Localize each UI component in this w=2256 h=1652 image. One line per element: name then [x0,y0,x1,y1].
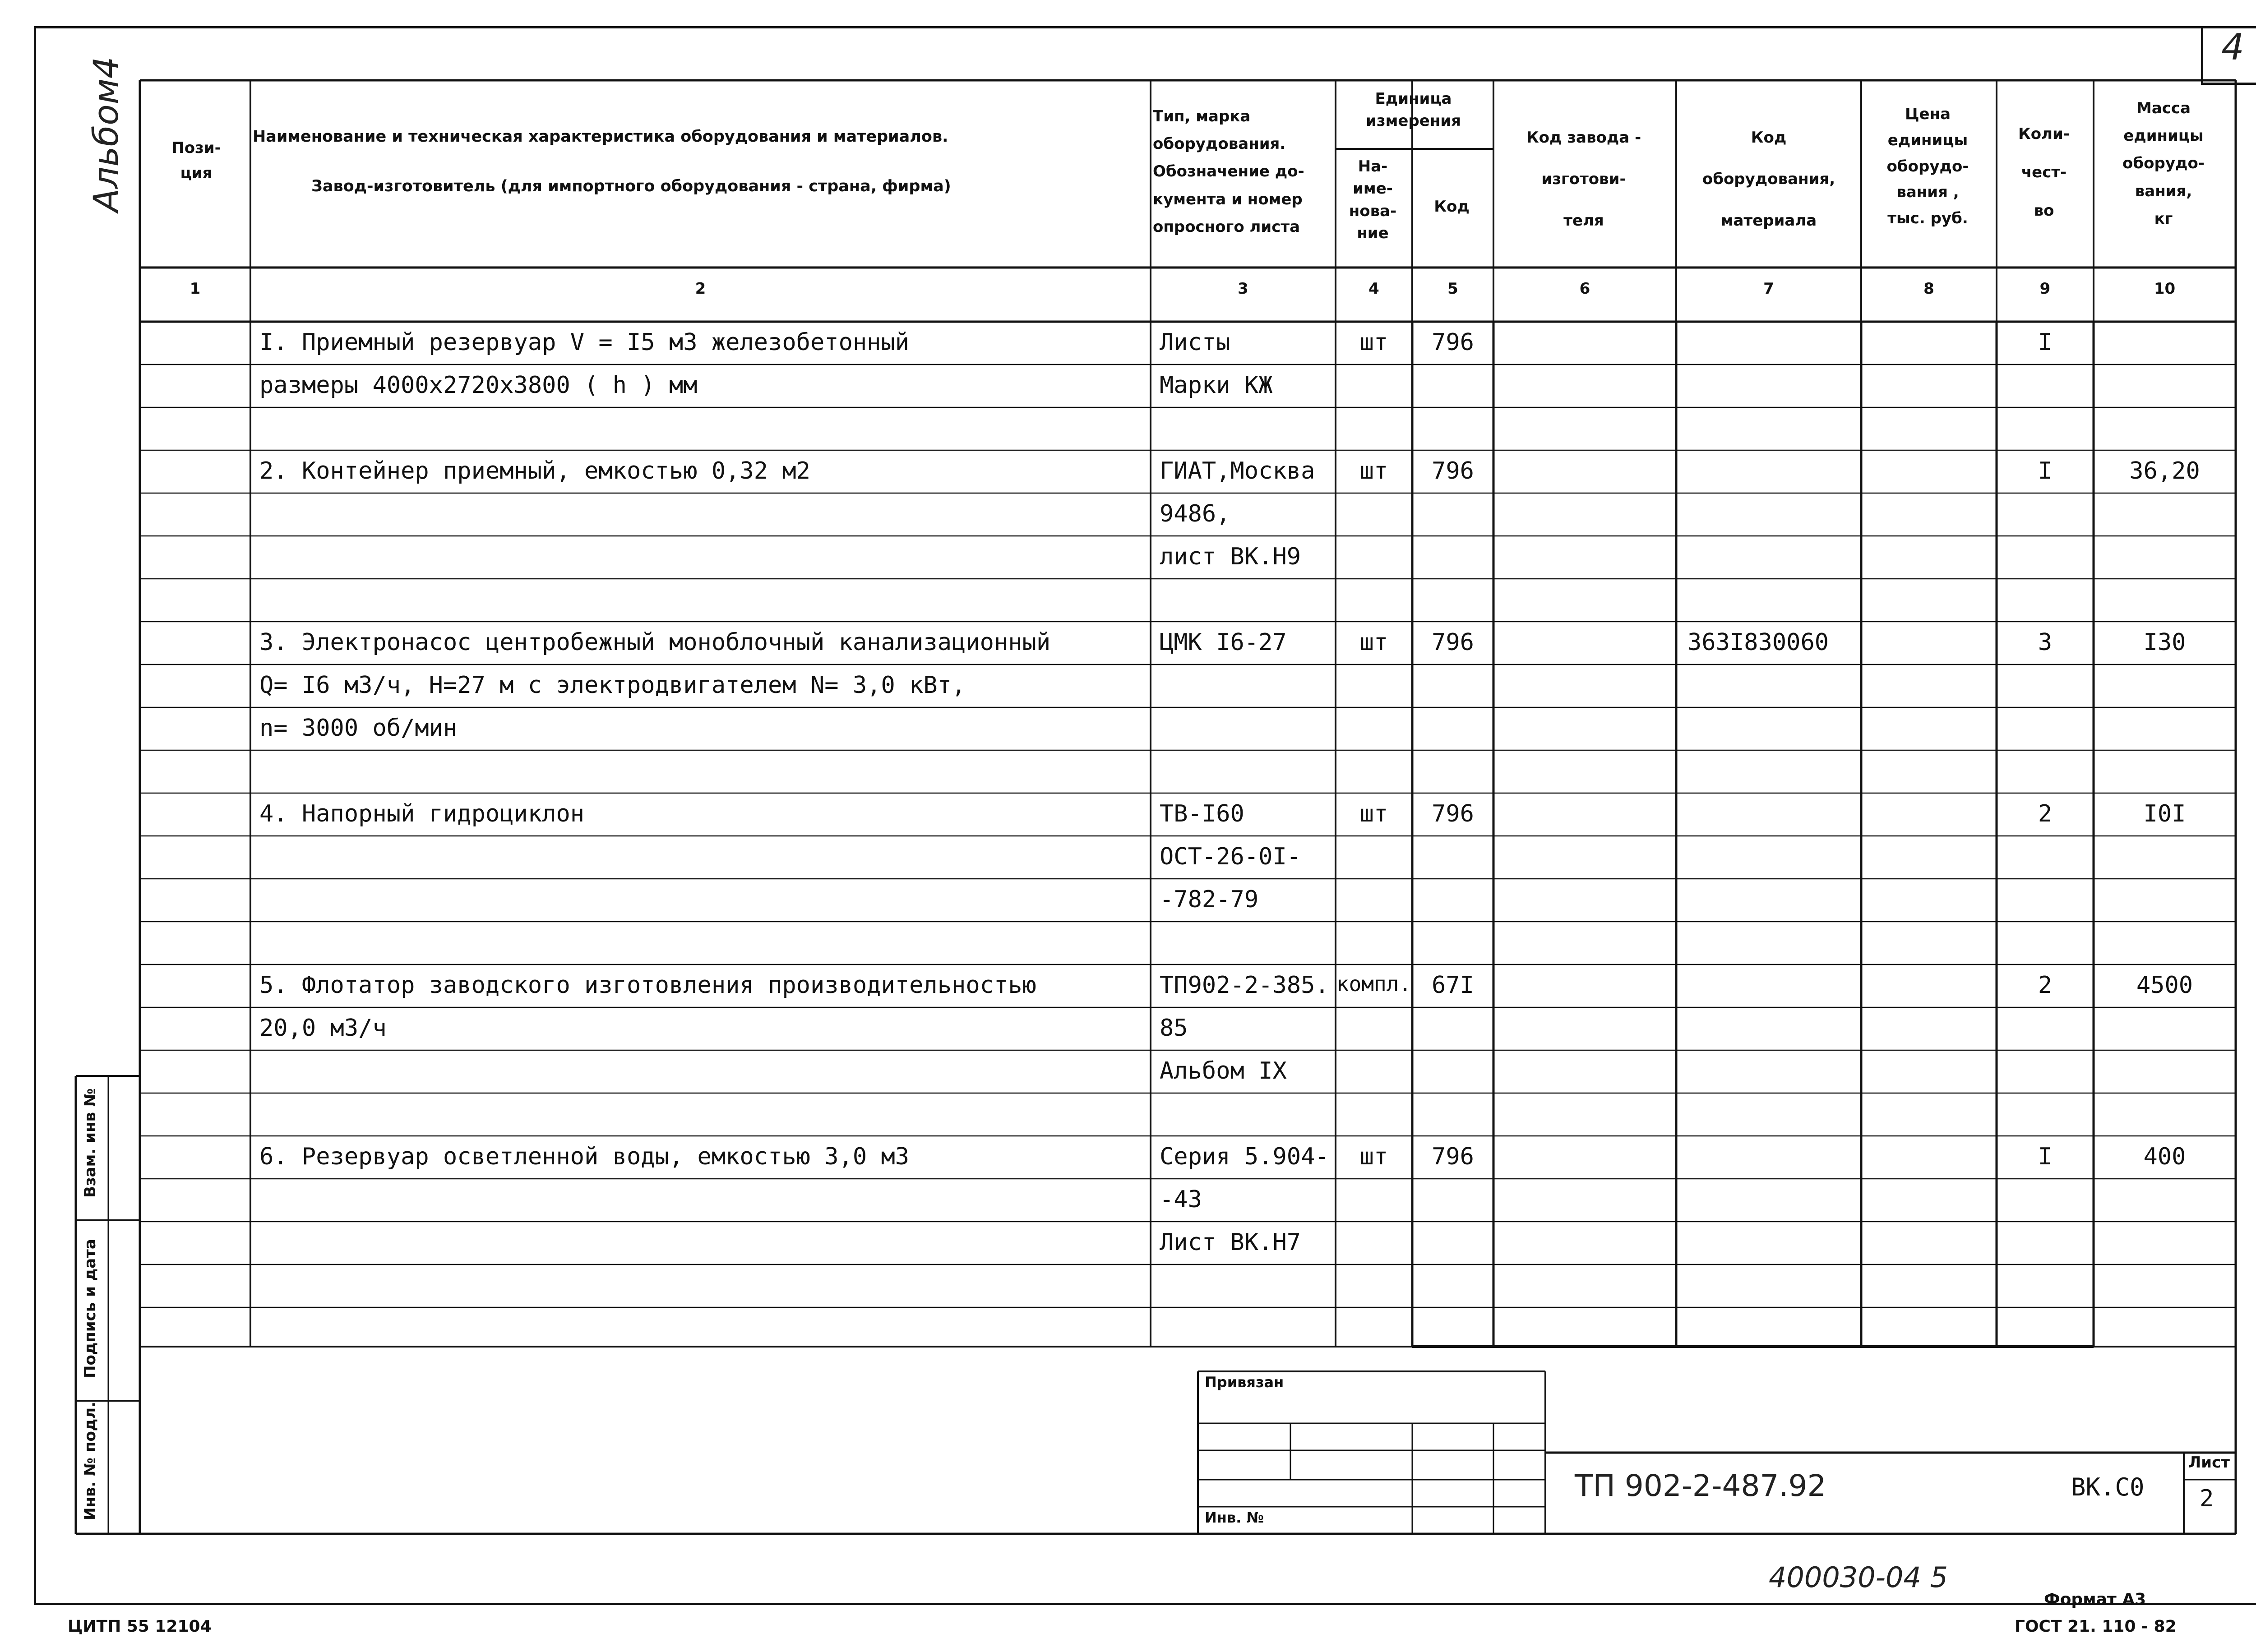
column-number-1: 1 [190,280,201,298]
cell-c3: лист ВК.Н9 [1160,543,1301,570]
cell-c3: Серия 5.904- [1160,1143,1329,1170]
cell-c2: 2. Контейнер приемный, емкостью 0,32 м2 [259,457,810,485]
column-number-9: 9 [2039,280,2051,298]
column-number-6: 6 [1579,280,1590,298]
cell-c4: компл. [1336,972,1412,996]
cell-c2: I. Приемный резервуар V = I5 м3 железобетонный [259,329,910,356]
cell-c5: 796 [1432,629,1474,656]
cell-c9: I [2038,1143,2053,1170]
cell-c5: 796 [1432,329,1474,356]
column-number-5: 5 [1447,280,1458,298]
header-position: Пози- ция [171,139,221,183]
cell-c5: 67I [1432,972,1474,999]
inv-no-label: Инв. № [1205,1509,1264,1526]
cell-c2: n= 3000 об/мин [259,715,458,742]
cell-c3: ТВ-I60 [1160,800,1244,827]
cell-c10: 36,20 [2129,457,2200,485]
cell-c4: шт [1359,329,1388,356]
cell-c3: ЦМК I6-27 [1160,629,1287,656]
cell-c3: Листы [1160,329,1230,356]
column-number-4: 4 [1368,280,1379,298]
header-price: Цена единицы оборудо- вания , тыс. руб. [1886,105,1969,228]
header-plant-code: Код завода - изготови- теля [1526,129,1641,230]
cell-c10: I0I [2143,800,2186,827]
cell-c9: I [2038,329,2053,356]
cell-c2: 6. Резервуар осветленной воды, емкостью 3,0 м3 [259,1143,910,1170]
header-name-line1: Наименование и техническая характеристика оборудования и материалов. [253,128,948,146]
header-equipment-code: Код оборудования, материала [1702,129,1835,230]
header-mass: Масса единицы оборудо- вания, кг [2122,99,2205,228]
document-code: ТП 902-2-487.92 [1575,1468,1826,1503]
header-name-line2: Завод-изготовитель (для импортного оборудования - страна, фирма) [311,177,951,195]
format-label: Формат А3 [2044,1590,2146,1609]
document-mark: ВК.С0 [2071,1473,2145,1501]
list-number: 2 [2200,1485,2214,1512]
cell-c10: 4500 [2136,972,2193,999]
cell-c5: 796 [1432,457,1474,485]
cell-c7: 363I830060 [1687,629,1829,656]
cell-c2: размеры 4000x2720x3800 ( h ) мм [259,372,698,399]
cell-c9: 2 [2038,972,2053,999]
cell-c3: Лист ВК.Н7 [1160,1229,1301,1256]
column-number-7: 7 [1763,280,1774,298]
stamp-podpis: Подпись и дата [81,1239,99,1378]
cell-c2: 20,0 м3/ч [259,1015,387,1042]
cell-c9: I [2038,457,2053,485]
cell-c4: шт [1359,800,1388,827]
cell-c3: 9486, [1160,500,1230,527]
sheet-corner-number: 4 [2221,26,2244,68]
cell-c9: 3 [2038,629,2053,656]
cell-c3: ГИАТ,Москва [1160,457,1315,485]
cell-c4: шт [1359,629,1388,656]
cell-c3: -43 [1160,1186,1202,1213]
header-unit-code: Код [1434,198,1470,216]
cell-c3: Марки КЖ [1160,372,1273,399]
citp-label: ЦИТП 55 12104 [68,1617,212,1636]
album-mark: Альбом4 [86,56,126,212]
column-number-8: 8 [1923,280,1934,298]
cell-c9: 2 [2038,800,2053,827]
list-label: Лист [2188,1454,2230,1472]
header-unit-name: На- име- нова- ние [1349,157,1397,242]
cell-c2: Q= I6 м3/ч, H=27 м с электродвигателем N= 3,0 кВт, [259,672,966,699]
cell-c10: I30 [2143,629,2186,656]
cell-c2: 3. Электронасос центробежный моноблочный канализационный [259,629,1051,656]
cell-c5: 796 [1432,1143,1474,1170]
gost-label: ГОСТ 21. 110 - 82 [2015,1617,2177,1636]
cell-c4: шт [1359,457,1388,485]
cell-c2: 5. Флотатор заводского изготовления производительностью [259,972,1036,999]
handwritten-number: 400030-04 5 [1769,1561,1948,1594]
cell-c4: шт [1359,1143,1388,1170]
stamp-vzam: Взам. инв № [81,1088,99,1198]
column-number-2: 2 [695,280,706,298]
header-quantity: Коли- чест- во [2018,125,2070,220]
cell-c5: 796 [1432,800,1474,827]
header-unit-group: Единица измерения [1366,90,1461,130]
column-number-3: 3 [1238,280,1248,298]
cell-c2: 4. Напорный гидроциклон [259,800,585,827]
stamp-inv: Инв. № подл. [81,1401,99,1520]
column-number-10: 10 [2154,280,2176,298]
header-type: Тип, марка оборудования. Обозначение до- кумента и номер опросного листа [1153,107,1304,236]
cell-c3: ОСТ-26-0I- [1160,843,1301,870]
cell-c10: 400 [2143,1143,2186,1170]
cell-c3: ТП902-2-385. [1160,972,1329,999]
cell-c3: Альбом IX [1160,1057,1287,1084]
privyazan-label: Привязан [1205,1374,1284,1391]
cell-c3: 85 [1160,1015,1188,1042]
cell-c3: -782-79 [1160,886,1259,913]
